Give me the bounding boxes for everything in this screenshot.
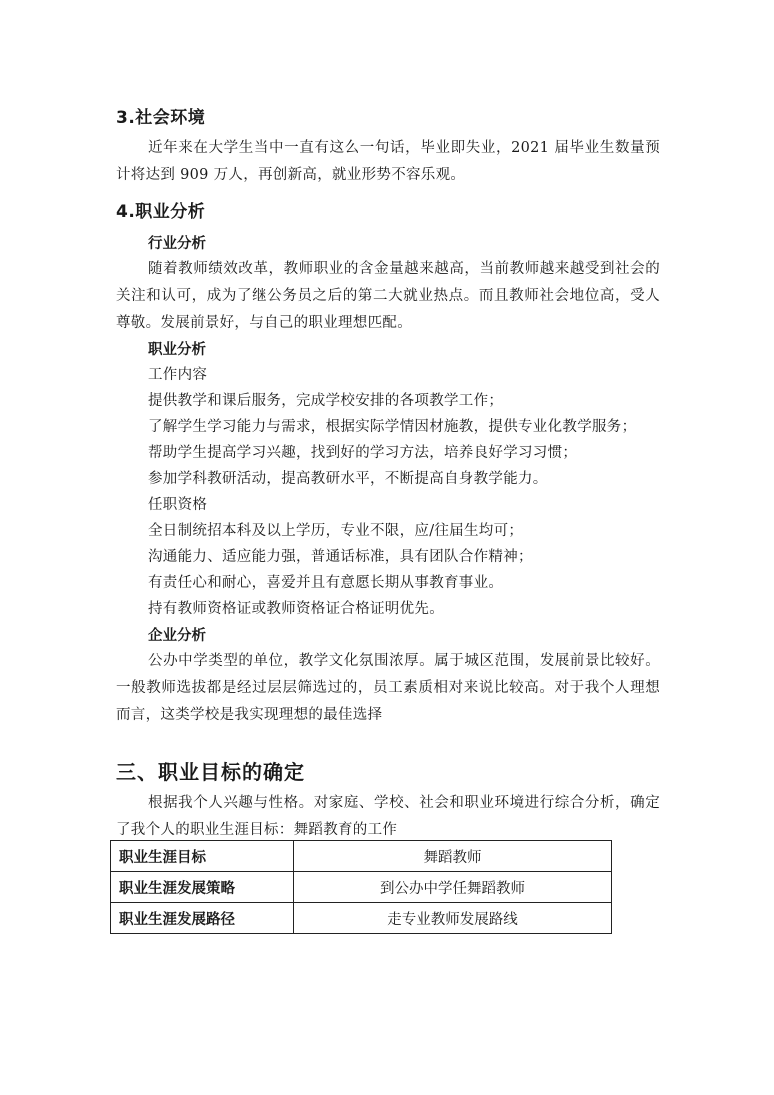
career-goal-table (110, 840, 612, 934)
industry-analysis-paragraph: 随着教师绩效改革，教师职业的含金量越来越高，当前教师越来越受到社会的关注和认可，成为了继公务员之后的第二大就业热点。而且教师社会地位高，受人尊敬。发展前景好，与自己的职业理想匹配。 (116, 261, 660, 331)
work-content-label: 工作内容 (148, 367, 208, 383)
table-key-cell: 职业生涯发展策略 (111, 872, 294, 903)
career-analysis-heading: 4.职业分析 (116, 202, 206, 222)
job-analysis-heading: 职业分析 (148, 342, 206, 358)
work-item: 了解学生学习能力与需求，根据实际学情因材施教，提供专业化教学服务； (148, 419, 637, 435)
table-value-cell: 舞蹈教师 (294, 841, 612, 872)
table-row (111, 872, 612, 903)
qualification-item: 沟通能力、适应能力强，普通话标准，具有团队合作精神； (148, 549, 533, 565)
table-key-cell: 职业生涯发展路径 (111, 903, 294, 934)
table-row (111, 841, 612, 872)
qualification-item: 有责任心和耐心，喜爱并且有意愿长期从事教育事业。 (148, 575, 504, 591)
social-environment-paragraph: 近年来在大学生当中一直有这么一句话，毕业即失业，2021 届毕业生数量预计将达到 909 万人，再创新高，就业形势不容乐观。 (116, 140, 660, 183)
qualification-item: 全日制统招本科及以上学历，专业不限，应/往届生均可； (148, 523, 524, 539)
career-goal-paragraph: 根据我个人兴趣与性格。对家庭、学校、社会和职业环境进行综合分析，确定了我个人的职业生涯目标：舞蹈教育的工作 (116, 795, 660, 838)
table-key-cell: 职业生涯目标 (111, 841, 294, 872)
table-value-cell: 到公办中学任舞蹈教师 (294, 872, 612, 903)
enterprise-analysis-paragraph: 公办中学类型的单位，教学文化氛围浓厚。属于城区范围，发展前景比较好。一般教师选拔都是经过层层筛选过的，员工素质相对来说比较高。对于我个人理想而言，这类学校是我实现理想的最佳选择 (116, 653, 660, 723)
table-value-cell: 走专业教师发展路线 (294, 903, 612, 934)
qualification-item: 持有教师资格证或教师资格证合格证明优先。 (148, 601, 444, 617)
work-item: 参加学科教研活动，提高教研水平，不断提高自身教学能力。 (148, 471, 548, 487)
career-goal-heading: 三、职业目标的确定 (116, 760, 305, 784)
work-item: 提供教学和课后服务，完成学校安排的各项教学工作； (148, 393, 504, 409)
table-row (111, 903, 612, 934)
social-environment-heading: 3.社会环境 (116, 108, 206, 128)
industry-analysis-heading: 行业分析 (148, 236, 206, 252)
work-item: 帮助学生提高学习兴趣，找到好的学习方法，培养良好学习习惯； (148, 445, 578, 461)
enterprise-analysis-heading: 企业分析 (148, 628, 206, 644)
qualification-label: 任职资格 (148, 497, 208, 513)
